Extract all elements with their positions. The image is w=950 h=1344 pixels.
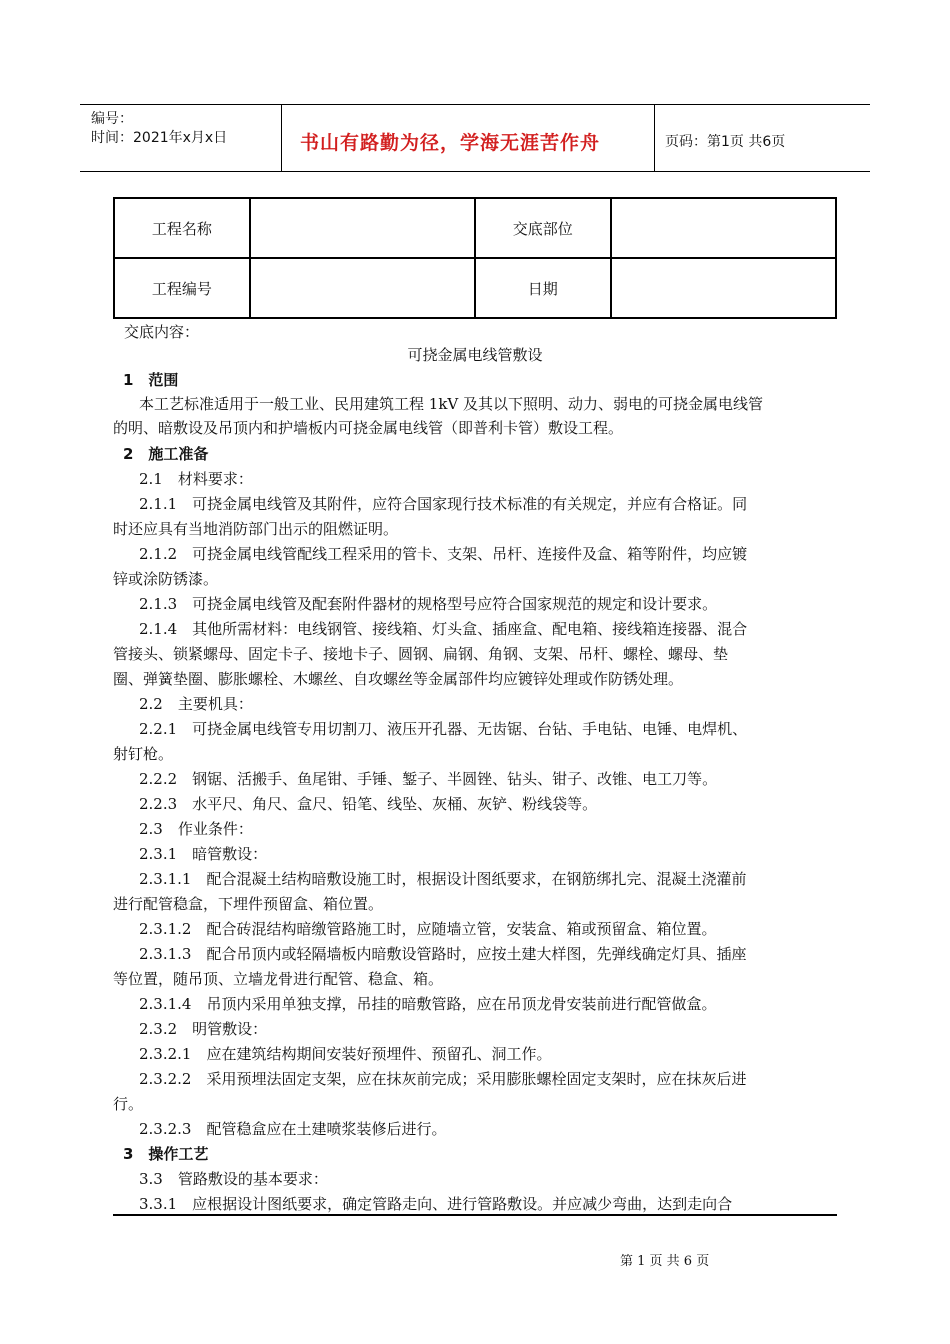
- body-line: 3.3.1 应根据设计图纸要求，确定管路走向、进行管路敷设。并应减少弯曲，达到走向合: [139, 1195, 733, 1213]
- body-line: 2.2.3 水平尺、角尺、盒尺、铅笔、线坠、灰桶、灰铲、粉线袋等。: [139, 795, 598, 813]
- header-bottom-rule: [80, 171, 870, 172]
- body-line: 2.1.3 可挠金属电线管及配套附件器材的规格型号应符合国家规范的规定和设计要求。: [139, 595, 718, 613]
- header-divider-right: [654, 104, 655, 172]
- project-name-value: [250, 198, 475, 258]
- body-line: 2.2.2 钢锯、活搬手、鱼尾钳、手锤、錾子、半圆锉、钻头、钳子、改锥、电工刀等。: [139, 770, 718, 788]
- section-heading: 3 操作工艺: [123, 1145, 209, 1163]
- content-label: 交底内容：: [124, 323, 200, 341]
- body-line: 2.3.1.4 吊顶内采用单独支撑，吊挂的暗敷管路，应在吊顶龙骨安装前进行配管做盒。: [139, 995, 717, 1013]
- body-line: 2.2 主要机具：: [139, 695, 253, 713]
- footer-rule: [113, 1214, 837, 1216]
- project-number-value: [250, 258, 475, 318]
- number-label: 编号：: [91, 111, 133, 127]
- body-line: 2.3.2.2 采用预埋法固定支架，应在抹灰前完成；采用膨胀螺栓固定支架时，应在抹灰后进: [139, 1070, 747, 1088]
- body-line: 2.1.2 可挠金属电线管配线工程采用的管卡、支架、吊杆、连接件及盒、箱等附件，均应镀: [139, 545, 748, 563]
- project-info-table: [113, 197, 837, 319]
- body-line: 2.2.1 可挠金属电线管专用切割刀、液压开孔器、无齿锯、台钻、手电钻、电锤、电焊机、: [139, 720, 748, 738]
- body-line: 本工艺标准适用于一般工业、民用建筑工程 1kV 及其以下照明、动力、弱电的可挠金属电线管: [139, 395, 764, 413]
- section-heading: 1 范围: [123, 371, 179, 389]
- time-label: 时间：2021年x月x日: [91, 130, 228, 146]
- body-line: 等位置，随吊顶、立墙龙骨进行配管、稳盒、箱。: [113, 970, 444, 988]
- body-line: 射钉枪。: [113, 745, 174, 763]
- date-value: [611, 258, 836, 318]
- project-number-label: 工程编号: [114, 258, 250, 318]
- body-line: 3.3 管路敷设的基本要求：: [139, 1170, 328, 1188]
- body-line: 2.3.1.3 配合吊顶内或轻隔墙板内暗敷设管路时，应按土建大样图，先弹线确定灯具、插座: [139, 945, 747, 963]
- body-line: 2.3.2 明管敷设：: [139, 1020, 268, 1038]
- header-divider-left: [281, 104, 282, 172]
- body-line: 2.3.1.2 配合砖混结构暗缴管路施工时，应随墙立管，安装盒、箱或预留盒、箱位置。: [139, 920, 717, 938]
- page-code: 页码：第1页 共6页: [665, 134, 786, 150]
- date-label: 日期: [475, 258, 611, 318]
- body-line: 管接头、锁紧螺母、固定卡子、接地卡子、圆钢、扁钢、角钢、支架、吊杆、螺栓、螺母、垫: [113, 645, 729, 663]
- body-line: 的明、暗敷设及吊顶内和护墙板内可挠金属电线管（即普利卡管）敷设工程。: [113, 419, 624, 437]
- body-line: 进行配管稳盒，下埋件预留盒、箱位置。: [113, 895, 384, 913]
- part-label: 交底部位: [475, 198, 611, 258]
- motto: 书山有路勤为径，学海无涯苦作舟: [300, 132, 601, 154]
- section-heading: 2 施工准备: [123, 445, 209, 463]
- body-line: 2.1.1 可挠金属电线管及其附件，应符合国家现行技术标准的有关规定，并应有合格证。同: [139, 495, 748, 513]
- body-line: 行。: [113, 1095, 144, 1113]
- body-line: 锌或涂防锈漆。: [113, 570, 219, 588]
- part-value: [611, 198, 836, 258]
- body-line: 2.1.4 其他所需材料：电线钢管、接线箱、灯头盒、插座盒、配电箱、接线箱连接器、混合: [139, 620, 748, 638]
- body-line: 时还应具有当地消防部门出示的阻燃证明。: [113, 520, 399, 538]
- body-line: 2.3 作业条件：: [139, 820, 253, 838]
- page-number: 第 1 页 共 6 页: [620, 1254, 710, 1269]
- body-line: 2.3.2.3 配管稳盒应在土建喷浆装修后进行。: [139, 1120, 447, 1138]
- body-line: 2.3.1 暗管敷设：: [139, 845, 268, 863]
- header-top-rule: [80, 104, 870, 105]
- body-line: 圈、弹簧垫圈、膨胀螺栓、木螺丝、自攻螺丝等金属部件均应镀锌处理或作防锈处理。: [113, 670, 684, 688]
- doc-title: 可挠金属电线管敷设: [407, 346, 543, 364]
- body-line: 2.3.1.1 配合混凝土结构暗敷设施工时，根据设计图纸要求，在钢筋绑扎完、混凝土浇灌前: [139, 870, 747, 888]
- body-line: 2.3.2.1 应在建筑结构期间安装好预埋件、预留孔、洞工作。: [139, 1045, 552, 1063]
- body-line: 2.1 材料要求：: [139, 470, 253, 488]
- project-name-label: 工程名称: [114, 198, 250, 258]
